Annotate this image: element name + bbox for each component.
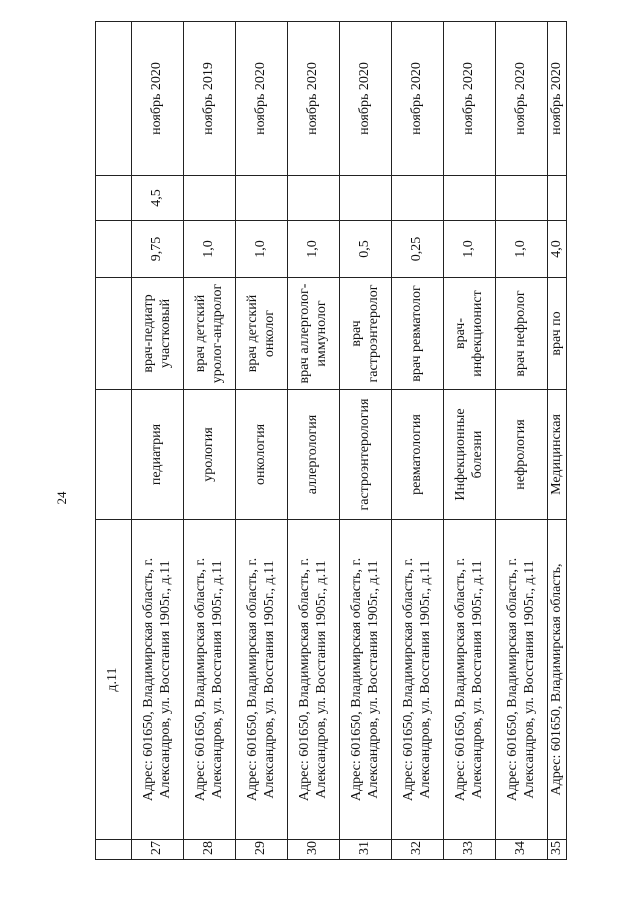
date-cell: ноябрь 2019: [184, 22, 236, 176]
extra-cell: [548, 176, 567, 221]
table-row-fragment: [96, 22, 132, 860]
row-number: 30: [288, 840, 340, 860]
rotated-table-sheet: [95, 22, 564, 860]
date-cell: ноябрь 2020: [392, 22, 444, 176]
table-row: [340, 22, 392, 860]
profile-cell: нефрология: [496, 390, 548, 520]
rate-cell: 1,0: [444, 221, 496, 278]
date-cell: ноябрь 2020: [444, 22, 496, 176]
rate-cell: [96, 221, 132, 278]
extra-cell: [496, 176, 548, 221]
position-cell: врач детский онколог: [236, 278, 288, 390]
page-number: 24: [54, 491, 69, 505]
date-cell: ноябрь 2020: [548, 22, 567, 176]
date-cell: [96, 22, 132, 176]
rate-cell: 0,25: [392, 221, 444, 278]
address-cell: Адрес: 601650, Владимирская область, г. Александров, ул. Восстания 1905г., д.11: [392, 520, 444, 840]
profile-cell: аллергология: [288, 390, 340, 520]
table-row-cut: [548, 22, 567, 860]
table-row: [392, 22, 444, 860]
extra-cell: [392, 176, 444, 221]
row-number: 35: [548, 840, 567, 860]
table-row: [132, 22, 184, 860]
staffing-table: [95, 21, 567, 860]
row-number: [96, 840, 132, 860]
table-row: [444, 22, 496, 860]
address-cell: Адрес: 601650, Владимирская область, г. Александров, ул. Восстания 1905г., д.11: [340, 520, 392, 840]
rate-cell: 9,75: [132, 221, 184, 278]
address-cell: Адрес: 601650, Владимирская область, г. Александров, ул. Восстания 1905г., д.11: [236, 520, 288, 840]
position-cell: врач по: [548, 278, 567, 390]
position-cell: врач ревматолог: [392, 278, 444, 390]
date-cell: ноябрь 2020: [288, 22, 340, 176]
position-cell: врач-инфекционист: [444, 278, 496, 390]
address-cell: Адрес: 601650, Владимирская область, г. Александров, ул. Восстания 1905г., д.11: [132, 520, 184, 840]
position-cell: [96, 278, 132, 390]
table-row: [288, 22, 340, 860]
position-cell: врач нефролог: [496, 278, 548, 390]
address-cell: Адрес: 601650, Владимирская область, г. Александров, ул. Восстания 1905г., д.11: [184, 520, 236, 840]
extra-cell: [236, 176, 288, 221]
profile-cell: Медицинская: [548, 390, 567, 520]
row-number: 28: [184, 840, 236, 860]
rate-cell: 1,0: [236, 221, 288, 278]
profile-cell: онкология: [236, 390, 288, 520]
extra-cell: 4,5: [132, 176, 184, 221]
extra-cell: [184, 176, 236, 221]
address-cell: Адрес: 601650, Владимирская область, г. Александров, ул. Восстания 1905г., д.11: [496, 520, 548, 840]
date-cell: ноябрь 2020: [132, 22, 184, 176]
address-cell: Адрес: 601650, Владимирская область, г. Александров, ул. Восстания 1905г., д.11: [288, 520, 340, 840]
row-number: 29: [236, 840, 288, 860]
extra-cell: [444, 176, 496, 221]
row-number: 33: [444, 840, 496, 860]
rate-cell: 1,0: [184, 221, 236, 278]
profile-cell: ревматология: [392, 390, 444, 520]
position-cell: врач-педиатр участковый: [132, 278, 184, 390]
position-cell: врач гастроэнтеролог: [340, 278, 392, 390]
address-cell: д.11: [96, 520, 132, 840]
rate-cell: 0,5: [340, 221, 392, 278]
table-row: [184, 22, 236, 860]
row-number: 32: [392, 840, 444, 860]
profile-cell: [96, 390, 132, 520]
row-number: 34: [496, 840, 548, 860]
rate-cell: 1,0: [496, 221, 548, 278]
date-cell: ноябрь 2020: [340, 22, 392, 176]
position-cell: врач детский уролог-андролог: [184, 278, 236, 390]
address-cell: Адрес: 601650, Владимирская область,: [548, 520, 567, 840]
extra-cell: [96, 176, 132, 221]
table-row: [236, 22, 288, 860]
profile-cell: урология: [184, 390, 236, 520]
rate-cell: 1,0: [288, 221, 340, 278]
position-cell: врач аллерголог-иммунолог: [288, 278, 340, 390]
profile-cell: гастроэнтерология: [340, 390, 392, 520]
address-cell: Адрес: 601650, Владимирская область, г. Александров, ул. Восстания 1905г., д.11: [444, 520, 496, 840]
profile-cell: педиатрия: [132, 390, 184, 520]
date-cell: ноябрь 2020: [236, 22, 288, 176]
row-number: 27: [132, 840, 184, 860]
row-number: 31: [340, 840, 392, 860]
extra-cell: [288, 176, 340, 221]
rate-cell: 4,0: [548, 221, 567, 278]
extra-cell: [340, 176, 392, 221]
table-row: [496, 22, 548, 860]
date-cell: ноябрь 2020: [496, 22, 548, 176]
profile-cell: Инфекционные болезни: [444, 390, 496, 520]
